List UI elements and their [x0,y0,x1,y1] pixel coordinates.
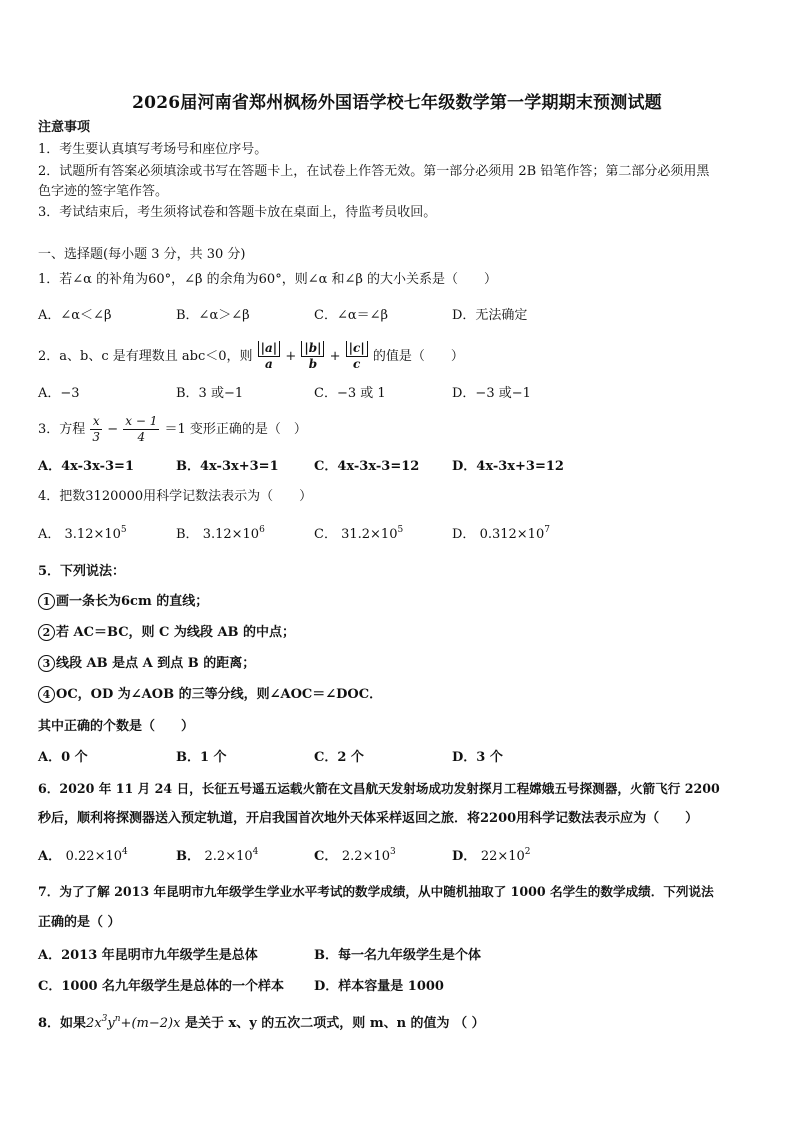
q4-option-b: B． $3.12\times 10^6$ [176,525,265,542]
question-8-stem [38,1015,485,1033]
notice-item-2-cont: 色字迹的签字笔作答。 [38,184,169,199]
q3-option-a: A．4x-3x-3=1 [38,459,134,474]
q7-option-c: C．1000 名九年级学生是总体的一个样本 [38,979,285,994]
q1-option-a: A．∠α＜∠β [38,308,112,323]
q6-option-b: B． $2.2\times 10^4$ [176,847,259,864]
q2-frac-a: $\frac{|a|}{a}$ [258,341,281,372]
question-7-line-1: 7．为了了解 2013 年昆明市九年级学生学业水平考试的数学成绩，从中随机抽取了 1000 名学生的数学成绩．下列说法 [38,884,714,899]
q8-pre: 8．如果 [38,1016,87,1031]
q6-option-c: C． $2.2\times 10^3$ [314,847,396,864]
q5-option-c: C．2 个 [314,750,364,765]
q3-frac-2: $\frac{x - 1}{4}$ [125,414,158,444]
q5-statement-3: 3 线段 AB 是点 A 到点 B 的距离； [38,655,255,673]
q6-option-a: A． $0.22\times 10^4$ [38,847,128,864]
q8-expression: $2x^3y^n+(m-2)x$ [86,1014,181,1031]
question-6-line-2: 秒后，顺利将探测器送入预定轨道，开启我国首次地外天体采样返回之旅．将2200用科学记数法表示应为（ ） [38,811,699,826]
q3-minus: − [107,422,119,437]
q2-frac-b: $\frac{|b|}{b}$ [301,341,324,372]
q5-ask: 其中正确的个数是（ ） [38,719,195,734]
q3-stem-post: 变形正确的是（ ） [189,422,307,437]
q4-option-c: C． $31.2\times 10^5$ [314,525,404,542]
question-3-stem [38,413,307,447]
notice-heading: 注意事项 [38,120,91,135]
q1-option-c: C．∠α＝∠β [314,308,389,323]
q5-statement-1: 1 画一条长为6cm 的直线； [38,593,208,611]
q1-option-b: B．∠α＞∠β [176,308,250,323]
q5-option-b: B．1 个 [176,750,227,765]
q2-stem-post: 的值是（ ） [372,349,464,364]
q5-option-a: A．0 个 [38,750,88,765]
q5-statement-4: 4 OC，OD 为∠AOB 的三等分线，则∠AOC＝∠DOC． [38,686,382,704]
question-4-stem: 4．把数3120000用科学记数法表示为（ ） [38,489,313,504]
q5-statement-2: 2 若 AC＝BC，则 C 为线段 AB 的中点； [38,624,295,642]
q3-stem-pre: 3．方程 [38,422,86,437]
question-6-line-1: 6．2020 年 11 月 24 日，长征五号遥五运载火箭在文昌航天发射场成功发射探月工程嫦娥五号探测器，火箭飞行 2200 [38,781,720,796]
q2-plus-1: + [285,349,297,364]
notice-item-3: 3．考试结束后，考生须将试卷和答题卡放在桌面上，待监考员收回。 [38,205,437,220]
q2-plus-2: + [329,349,341,364]
q4-option-a: A． $3.12\times 10^5$ [38,525,127,542]
notice-item-2: 2．试题所有答案必须填涂或书写在答题卡上，在试卷上作答无效。第一部分必须用 2B 铅笔作答；第二部分必须用黑 [38,164,710,179]
q3-option-c: C．4x-3x-3=12 [314,459,420,474]
section-heading: 一、选择题(每小题 3 分，共 30 分) [38,247,246,262]
q2-option-a: A．−3 [38,386,80,401]
question-2-stem [38,340,464,374]
question-5-stem: 5．下列说法： [38,564,126,579]
q2-frac-c: $\frac{|c|}{c}$ [346,341,368,372]
q3-option-b: B．4x-3x+3=1 [176,459,279,474]
q4-option-d: D． $0.312\times 10^7$ [452,525,550,542]
q3-option-d: D．4x-3x+3=12 [452,459,564,474]
q3-frac-1: $\frac{x}{3}$ [92,414,101,444]
notice-item-1: 1．考生要认真填写考场号和座位序号。 [38,142,268,157]
question-1-stem: 1．若∠α 的补角为60°，∠β 的余角为60°，则∠α 和∠β 的大小关系是（ ） [38,272,498,287]
exam-title: 2026届河南省郑州枫杨外国语学校七年级数学第一学期期末预测试题 [132,93,662,113]
q7-option-d: D．样本容量是 1000 [314,979,444,994]
q8-post: 是关于 x、y 的五次二项式，则 m、n 的值为 （ ） [184,1016,485,1031]
q2-option-c: C．−3 或 1 [314,386,386,401]
q1-option-d: D．无法确定 [452,308,528,323]
q2-option-d: D．−3 或−1 [452,386,531,401]
q7-option-b: B．每一名九年级学生是个体 [314,948,481,963]
q7-option-a: A．2013 年昆明市九年级学生是总体 [38,948,258,963]
q3-eq: ＝1 [164,422,186,437]
q2-option-b: B．3 或−1 [176,386,244,401]
question-7-line-2: 正确的是（ ） [38,915,121,930]
q2-stem-pre: 2．a、b、c 是有理数且 abc＜0，则 [38,349,253,364]
q6-option-d: D． $22\times 10^2$ [452,847,531,864]
q5-option-d: D．3 个 [452,750,503,765]
